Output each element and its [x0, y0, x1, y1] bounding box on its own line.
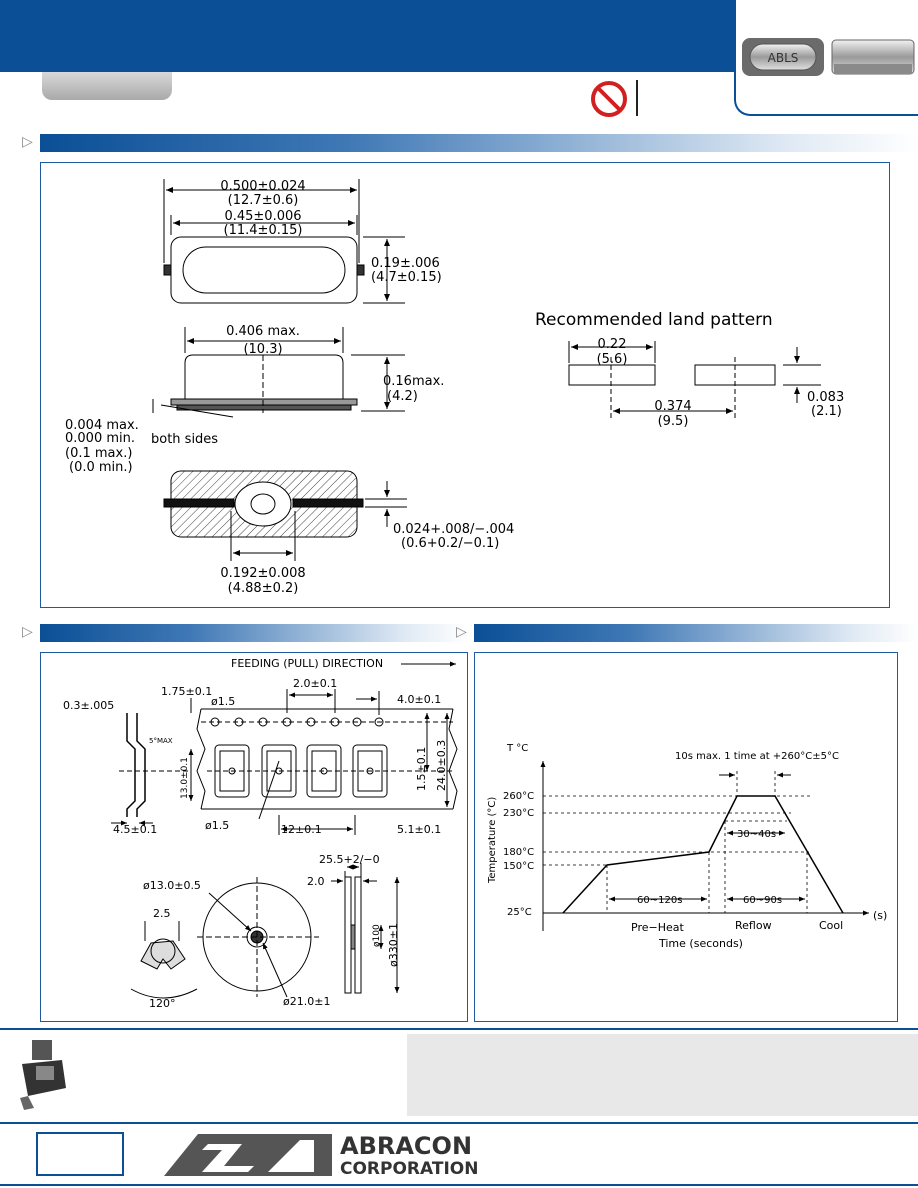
footer-bottom-line [0, 1184, 918, 1186]
header-divider [636, 80, 638, 116]
page-number-box [36, 1132, 124, 1176]
feed-direction-label: FEEDING (PULL) DIRECTION [231, 657, 384, 670]
footer-top-line [0, 1028, 918, 1030]
dim-lead-min-mm: (0.0 min.) [69, 460, 133, 475]
reflow-x-unit: (s) [873, 909, 888, 922]
section-arrow-icon: ▷ [22, 624, 33, 640]
reflow-profile-curve [563, 796, 843, 913]
dim-width-mm: (4.7±0.15) [371, 270, 442, 285]
reel-angle: 120° [149, 997, 176, 1010]
tape-hole-dia-2: ø1.5 [205, 819, 230, 832]
dim-top-length-in: 0.406 max. [226, 324, 300, 339]
section-arrow-icon: ▷ [456, 624, 467, 640]
no-sign-icon [590, 80, 628, 118]
phase-cool: Cool [819, 919, 844, 932]
peak-note: 10s max. 1 time at +260°C±5°C [675, 751, 839, 762]
dim-lead-max-in: 0.004 max. [65, 418, 139, 433]
temp-150: 150°C [503, 861, 535, 872]
tape-max-angle: 5°MAX [149, 737, 173, 745]
reel-100: ø100 [372, 924, 382, 947]
reflow-y-unit: T °C [507, 743, 529, 754]
package-side-view [185, 355, 343, 399]
dim-lead-width-in: 0.024+.008/−.004 [393, 522, 515, 537]
section-bar-dimensions [40, 134, 918, 152]
brand-name: ABRACON [340, 1132, 473, 1160]
tape-side-profile [127, 713, 135, 817]
dim-lead-pitch-in: 0.192±0.008 [220, 566, 306, 581]
dim-lead-pitch-mm: (4.88±0.2) [227, 581, 299, 596]
test-socket-photo [14, 1036, 72, 1112]
time-30-40: 30~40s [737, 829, 777, 840]
land-pad-length-in: 0.22 [597, 337, 627, 352]
abracon-logo [164, 1132, 480, 1178]
dim-top-length-mm: (10.3) [243, 342, 283, 357]
footer-mid-line [0, 1122, 918, 1124]
reel-hub-dia: ø13.0±0.5 [143, 879, 201, 892]
dim-overall-length-mm: (12.7±0.6) [227, 193, 299, 208]
photo-logo-text: ABLS [767, 51, 799, 65]
dim-height-in: 0.16max. [383, 374, 445, 389]
land-pad-length-mm: (5.6) [596, 352, 628, 367]
phase-preheat: Pre−Heat [631, 921, 684, 934]
brand-corporation: CORPORATION [340, 1159, 479, 1178]
temp-180: 180°C [503, 847, 535, 858]
dim-lead-max-mm: (0.1 max.) [65, 446, 133, 461]
tape-13: 13.0±0.1 [180, 757, 190, 799]
header-tab [42, 72, 172, 100]
land-pitch-in: 0.374 [654, 399, 692, 414]
header-bar [0, 0, 734, 70]
tape-pitch-4: 4.0±0.1 [397, 693, 442, 706]
dim-body-length-in: 0.45±0.006 [224, 209, 302, 224]
dim-width-in: 0.19±.006 [371, 256, 440, 271]
temp-230: 230°C [503, 808, 535, 819]
land-pad-width-mm: (2.1) [811, 404, 842, 419]
both-sides-label: both sides [151, 432, 219, 447]
reel-20: 2.0 [307, 875, 325, 888]
tape-15: 1.5±0.1 [415, 746, 428, 791]
section-bar-reflow [474, 624, 918, 642]
section-bar-tape-reel [40, 624, 468, 642]
dim-overall-length-in: 0.500±0.024 [220, 179, 306, 194]
tape-45: 4.5±0.1 [113, 823, 158, 836]
reel-25: 2.5 [153, 907, 171, 920]
tape-pitch-2: 2.0±0.1 [293, 677, 338, 690]
tape-51: 5.1±0.1 [397, 823, 442, 836]
land-pitch-mm: (9.5) [657, 414, 689, 429]
tape-reel-panel [40, 652, 468, 1022]
footer-info-box [407, 1034, 918, 1116]
product-photo-box [734, 0, 918, 116]
section-arrow-icon: ▷ [22, 134, 33, 150]
phase-reflow: Reflow [735, 919, 772, 932]
reflow-y-label: Temperature (°C) [487, 796, 498, 883]
tape-hole-dia: ø1.5 [211, 695, 236, 708]
dim-body-length-mm: (11.4±0.15) [223, 223, 303, 238]
tape-pocket-pitch: 12±0.1 [281, 823, 322, 836]
land-pad-width-in: 0.083 [807, 390, 845, 405]
reel-21: ø21.0±1 [283, 995, 331, 1008]
tape-175: 1.75±0.1 [161, 685, 213, 698]
tape-thickness: 0.3±.005 [63, 699, 115, 712]
reflow-panel [474, 652, 898, 1022]
dim-height-mm: (4.2) [387, 389, 418, 404]
reel-255: 25.5+2/−0 [319, 853, 380, 866]
temp-25: 25°C [507, 907, 532, 918]
time-60-120: 60~120s [637, 895, 683, 906]
time-60-90: 60~90s [743, 895, 783, 906]
reel-330: ø330±1 [387, 923, 400, 967]
reel-side-view [345, 877, 351, 993]
tape-width-24: 24.0±0.3 [435, 739, 448, 791]
temp-260: 260°C [503, 791, 535, 802]
land-pad-left [569, 365, 655, 385]
reflow-x-label: Time (seconds) [659, 937, 743, 950]
dimensions-panel [40, 162, 890, 608]
land-pattern-title: Recommended land pattern [535, 310, 773, 330]
dim-lead-min-in: 0.000 min. [65, 431, 135, 446]
dim-lead-width-mm: (0.6+0.2/−0.1) [401, 536, 500, 551]
